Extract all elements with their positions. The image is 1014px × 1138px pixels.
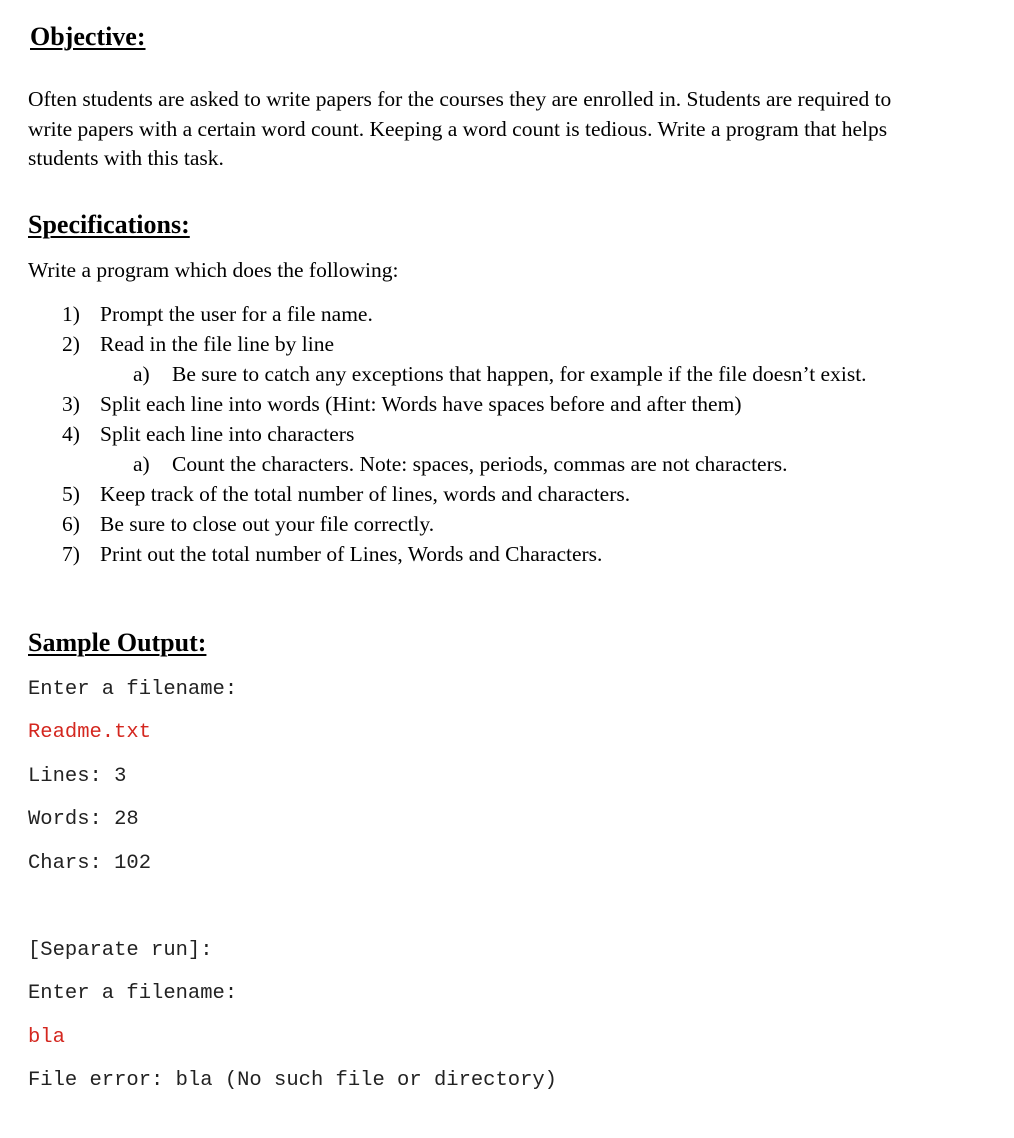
run1-prompt: Enter a filename: — [28, 678, 238, 701]
substep-text: Be sure to catch any exceptions that happen, for example if the file doesn’t exist. — [172, 362, 867, 386]
list-item — [0, 359, 1014, 389]
specifications-heading: Specifications: — [28, 210, 190, 239]
step-text: Keep track of the total number of lines, words and characters. — [100, 482, 631, 506]
step-number: 7) — [62, 542, 80, 566]
run1-lines: Lines: 3 — [28, 765, 127, 788]
substep-text: Count the characters. Note: spaces, periods, commas are not characters. — [172, 452, 788, 476]
substep-letter: a) — [133, 362, 150, 386]
step-text: Prompt the user for a file name. — [100, 302, 373, 326]
specifications-intro: Write a program which does the following: — [28, 258, 399, 282]
run1-input: Readme.txt — [28, 721, 152, 744]
step-number: 1) — [62, 302, 80, 326]
run1-words: Words: 28 — [28, 808, 139, 831]
run1-chars: Chars: 102 — [28, 852, 152, 875]
substep-letter: a) — [133, 452, 150, 476]
step-number: 5) — [62, 482, 80, 506]
run2-input: bla — [28, 1026, 65, 1049]
run2-error: File error: bla (No such file or directory) — [28, 1069, 557, 1092]
step-text: Be sure to close out your file correctly. — [100, 512, 435, 536]
list-item — [0, 329, 1014, 359]
step-text: Print out the total number of Lines, Words and Characters. — [100, 542, 603, 566]
list-item — [0, 299, 1014, 329]
list-item — [0, 479, 1014, 509]
step-number: 3) — [62, 392, 80, 416]
step-text: Read in the file line by line — [100, 332, 335, 356]
list-item — [0, 539, 1014, 569]
objective-heading: Objective: — [30, 22, 146, 51]
step-number: 2) — [62, 332, 80, 356]
list-item — [0, 509, 1014, 539]
step-number: 6) — [62, 512, 80, 536]
run2-prompt: Enter a filename: — [28, 982, 238, 1005]
step-text: Split each line into words (Hint: Words have spaces before and after them) — [100, 392, 742, 416]
list-item — [0, 389, 1014, 419]
step-number: 4) — [62, 422, 80, 446]
sample-output-heading: Sample Output: — [28, 628, 207, 657]
step-text: Split each line into characters — [100, 422, 355, 446]
run2-label: [Separate run]: — [28, 939, 213, 962]
list-item — [0, 449, 1014, 479]
objective-paragraph: Often students are asked to write papers for the courses they are enrolled in. Students are required to write papers with a certain word count. Keeping a word count is tedious. Write a program that helps students with this task. — [28, 87, 892, 170]
list-item — [0, 419, 1014, 449]
